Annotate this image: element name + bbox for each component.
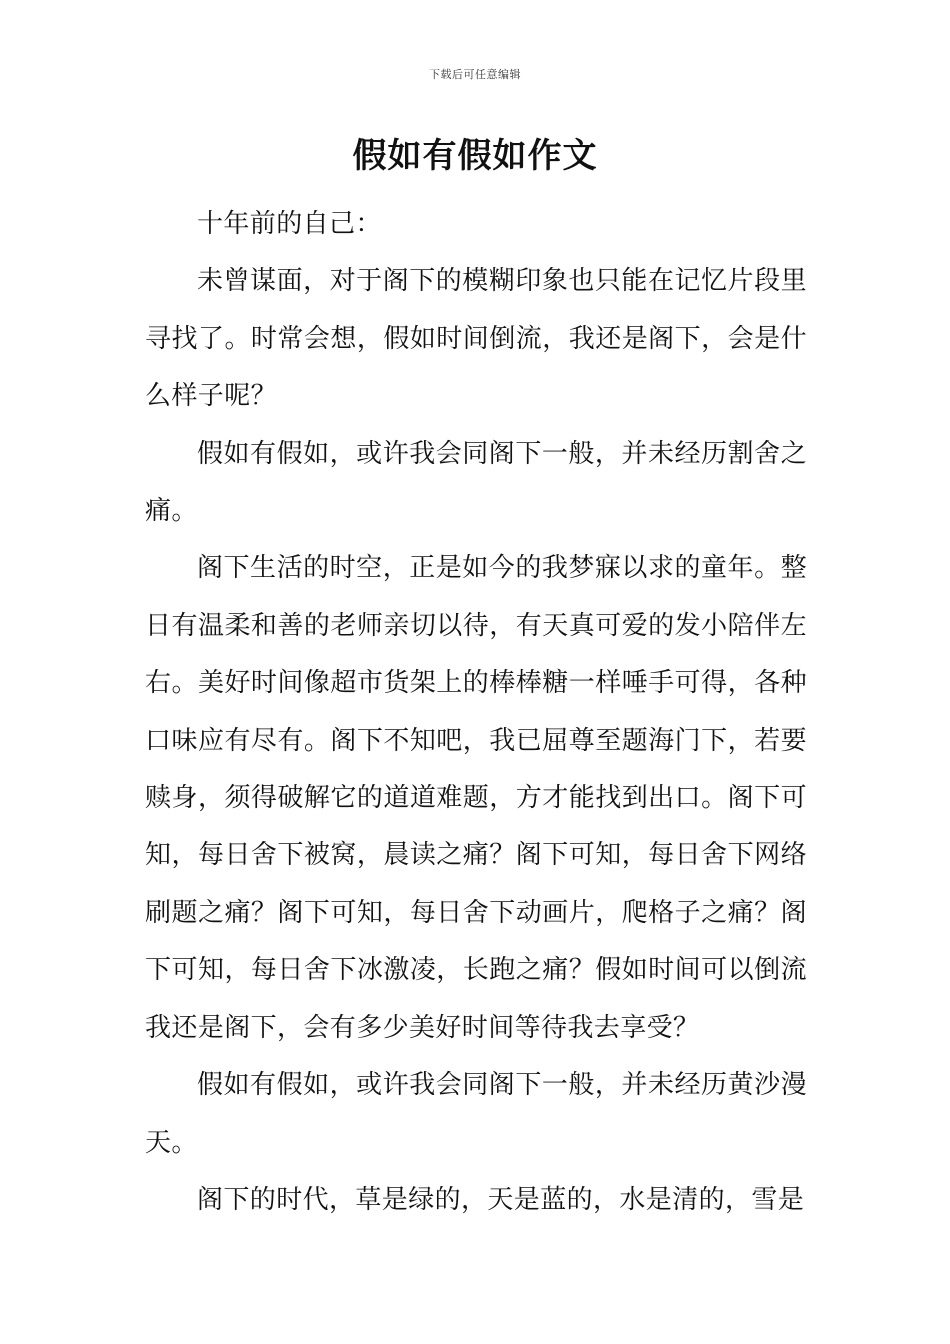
paragraph: 假如有假如，或许我会同阁下一般，并未经历黄沙漫天。	[145, 1070, 807, 1158]
paragraph: 假如有假如，或许我会同阁下一般，并未经历割舍之痛。	[145, 438, 807, 527]
document-title: 假如有假如作文	[352, 136, 598, 176]
paragraph: 阁下的时代，草是绿的，天是蓝的，水是清的，雪是	[197, 1184, 805, 1215]
header-note: 下载后可任意编辑	[429, 68, 521, 81]
paragraph: 阁下生活的时空，正是如今的我梦寐以求的童年。整日有温柔和善的老师亲切以待，有天真可爱的发小陪伴左右。美好时间像超市货架上的棒棒糖一样唾手可得，各种口味应有尽有。阁下不知吧，我已屈尊至题海门下，若要赎身，须得破解它的道道难题，方才能找到出口。阁下可知，每日舍下被窝，晨读之痛？阁下可知，每日舍下网络刷题之痛？阁下可知，每日舍下动画片，爬格子之痛？阁下可知，每日舍下冰激凌，长跑之痛？假如时间可以倒流我还是阁下，会有多少美好时间等待我去享受？	[145, 553, 807, 1043]
paragraph: 未曾谋面，对于阁下的模糊印象也只能在记忆片段里寻找了。时常会想，假如时间倒流，我还是阁下，会是什么样子呢？	[145, 266, 807, 412]
paragraph: 十年前的自己：	[197, 209, 382, 239]
document-body	[145, 196, 807, 1229]
